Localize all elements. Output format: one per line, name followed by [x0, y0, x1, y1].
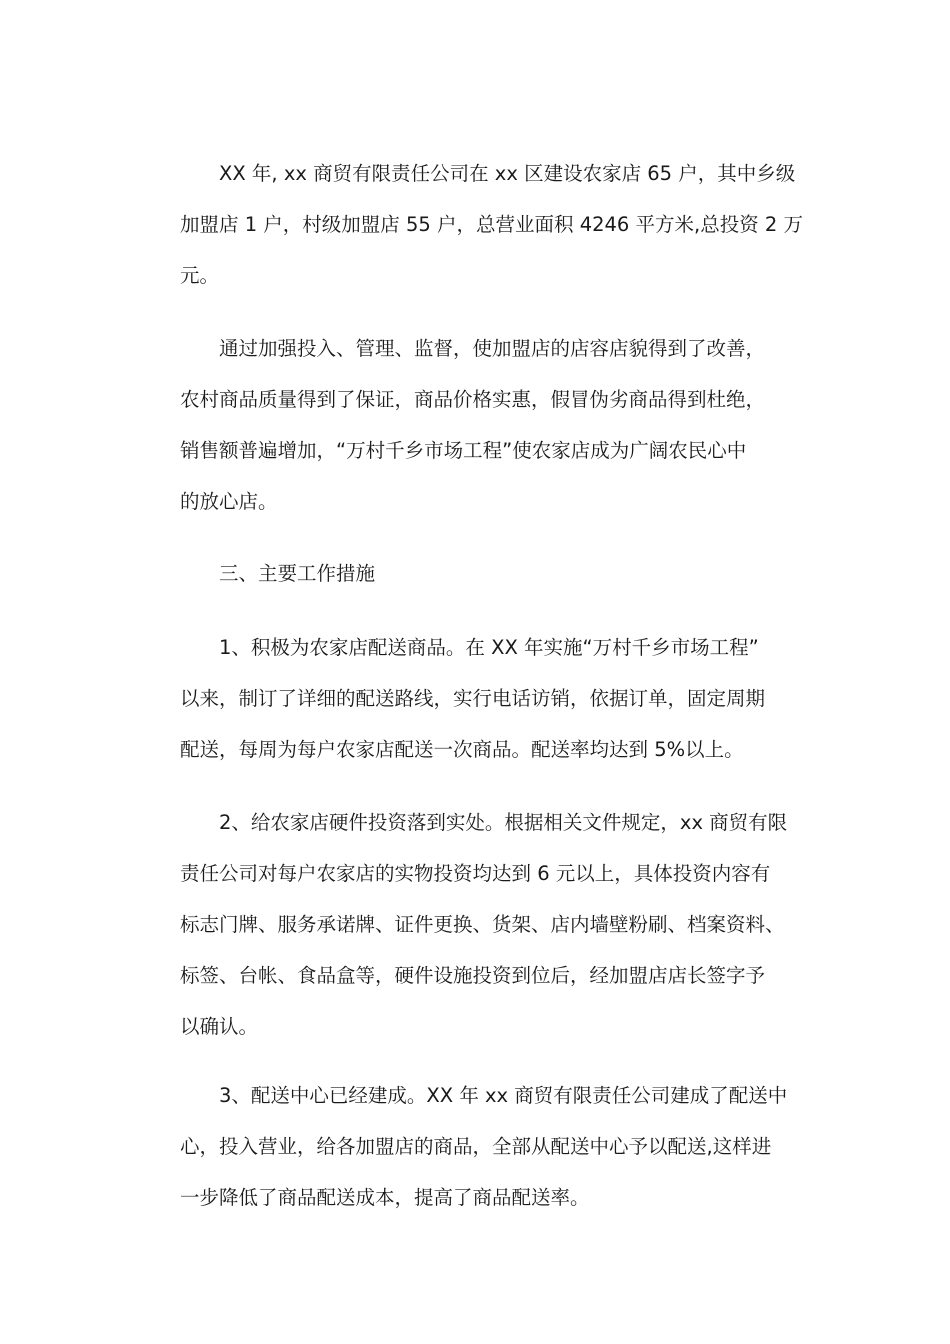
paragraph-line: 标志门牌、服务承诺牌、证件更换、货架、店内墙壁粉刷、档案资料、 — [180, 913, 785, 936]
heading-text: 三、主要工作措施 — [219, 562, 376, 585]
paragraph-line: 销售额普遍增加，“万村千乡市场工程”使农家店成为广阔农民心中 — [180, 439, 747, 462]
paragraph-line: 一步降低了商品配送成本，提高了商品配送率。 — [180, 1186, 590, 1209]
paragraph-line: 标签、台帐、食品盒等，硬件设施投资到位后，经加盟店店长签字予 — [180, 964, 766, 987]
paragraph-line: XX 年, xx 商贸有限责任公司在 xx 区建设农家店 65 户，其中乡级 — [219, 162, 796, 185]
paragraph-line: 加盟店 1 户，村级加盟店 55 户，总营业面积 4246 平方米,总投资 2 万 — [180, 213, 804, 236]
paragraph-line: 的放心店。 — [180, 490, 278, 513]
paragraph-line: 心，投入营业，给各加盟店的商品，全部从配送中心予以配送,这样进 — [180, 1135, 772, 1158]
paragraph-line: 通过加强投入、管理、监督，使加盟店的店容店貌得到了改善， — [219, 337, 766, 360]
paragraph-line: 责任公司对每户农家店的实物投资均达到 6 元以上，具体投资内容有 — [180, 862, 771, 885]
paragraph-line: 以来，制订了详细的配送路线，实行电话访销，依据订单，固定周期 — [180, 687, 766, 710]
paragraph-line: 元。 — [180, 264, 220, 287]
paragraph-line: 农村商品质量得到了保证，商品价格实惠，假冒伪劣商品得到杜绝， — [180, 388, 766, 411]
paragraph-line: 1、积极为农家店配送商品。在 XX 年实施“万村千乡市场工程” — [219, 636, 759, 659]
paragraph-line: 3、配送中心已经建成。XX 年 xx 商贸有限责任公司建成了配送中 — [219, 1084, 788, 1107]
paragraph-line: 2、给农家店硬件投资落到实处。根据相关文件规定，xx 商贸有限 — [219, 811, 788, 834]
paragraph-line: 配送，每周为每户农家店配送一次商品。配送率均达到 5%以上。 — [180, 738, 744, 761]
paragraph-line: 以确认。 — [180, 1015, 259, 1038]
